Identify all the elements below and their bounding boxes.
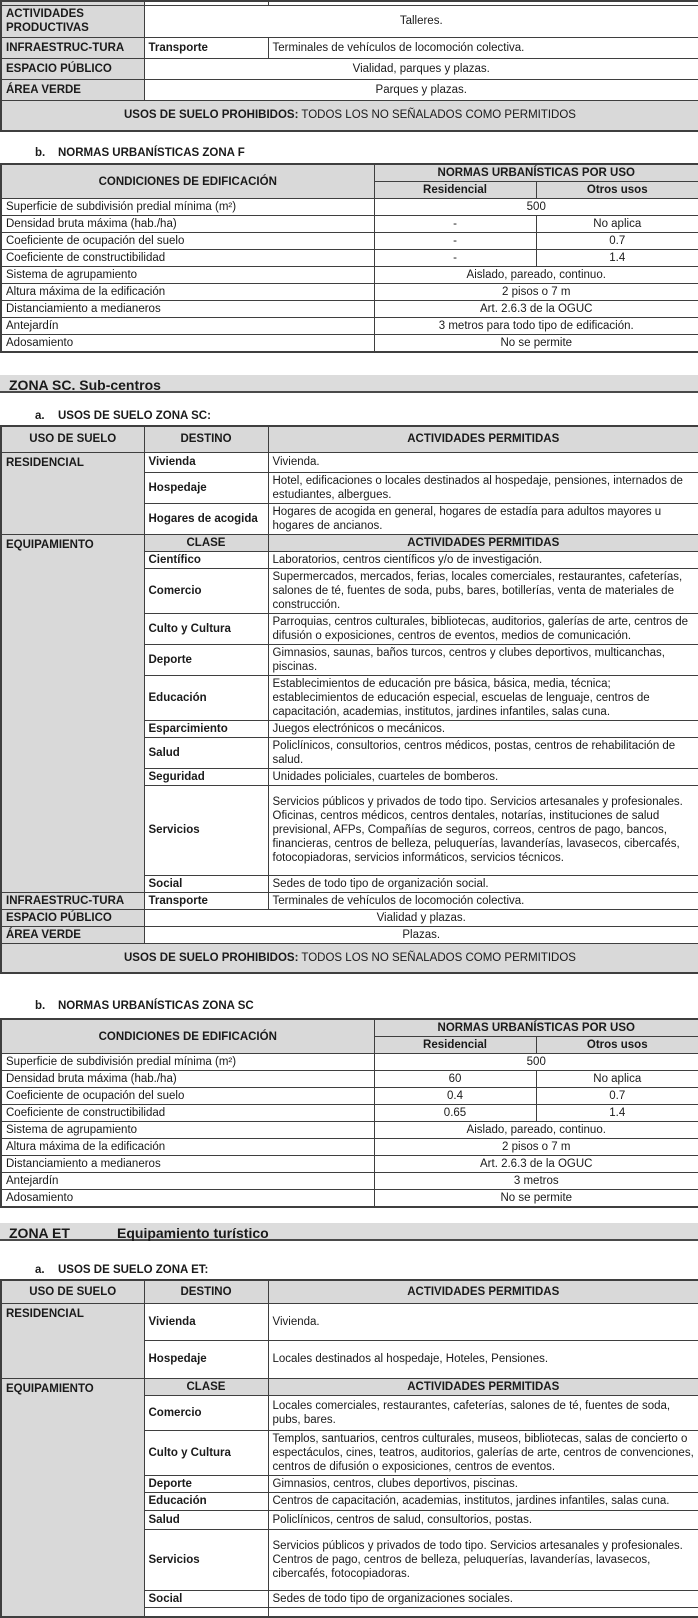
norma-value-cell: 3 metros para todo tipo de edificación. [374,318,698,335]
table-row [1,79,698,100]
residencial-header-cell: Residencial [374,182,536,199]
table-row [1,284,698,301]
condiciones-header-cell: CONDICIONES DE EDIFICACIÓN [1,1019,374,1054]
actividades-cell: Parques y plazas. [144,79,698,100]
destino-cell: Transporte [144,892,268,909]
table-header-row [1,164,698,182]
norma-value-cell: 0.65 [374,1105,536,1122]
clase-cell: Servicios [144,785,268,875]
clase-cell: Servicios [144,1529,268,1590]
table-row [1,534,698,551]
actividades-cell: Vivienda. [268,452,698,472]
uso-label-cell: ÁREA VERDE [1,79,144,100]
clase-cell: Seguridad [144,768,268,785]
table-row [1,318,698,335]
clase-cell: Científico [144,551,268,568]
uso-label-cell: INFRAESTRUC-TURA [1,37,144,58]
zona-f-normas-heading [0,147,698,160]
clase-cell: Social [144,1590,268,1607]
table-row [1,301,698,318]
norma-label-cell: Coeficiente de ocupación del suelo [1,1088,374,1105]
norma-label-cell: Coeficiente de ocupación del suelo [1,233,374,250]
heading-title: NORMAS URBANÍSTICAS ZONA SC [58,1000,254,1012]
condiciones-header-cell: CONDICIONES DE EDIFICACIÓN [1,164,374,199]
norma-label-cell: Superficie de subdivisión predial mínima (m²) [1,1054,374,1071]
zona-et-section-bar [0,1223,698,1241]
uso-label-cell: INFRAESTRUC-TURA [1,892,144,909]
uso-label-cell: ÁREA VERDE [1,926,144,943]
uso-group-cell: EQUIPAMIENTO [1,534,144,892]
prohibited-row [1,100,698,131]
norma-value-cell: 1.4 [536,250,698,267]
destino-cell: Hospedaje [144,472,268,503]
actividades-cell: Juegos electrónicos o mecánicos. [268,720,698,737]
prohibited-cell [1,100,698,131]
clase-header-cell: CLASE [144,534,268,551]
actividades-cell: Centros de capacitación, academias, institutos, jardines infantiles, salas cuna. [268,1492,698,1510]
norma-label-cell: Altura máxima de la edificación [1,284,374,301]
norma-value-cell: 0.4 [374,1088,536,1105]
norma-value-cell: 500 [374,1054,698,1071]
destino-cell: Transporte [144,37,268,58]
heading-letter: a. [35,1264,45,1276]
norma-value-cell: 2 pisos o 7 m [374,284,698,301]
table-row [1,926,698,943]
norma-label-cell: Altura máxima de la edificación [1,1139,374,1156]
clase-cell: Salud [144,737,268,768]
clase-cell: Deporte [144,644,268,675]
table-row [1,1139,698,1156]
table-row [1,335,698,353]
norma-label-cell: Densidad bruta máxima (hab./ha) [1,216,374,233]
norma-label-cell: Antejardín [1,318,374,335]
heading-title: USOS DE SUELO ZONA ET: [58,1264,209,1276]
cut-cell [268,1607,698,1617]
norma-value-cell: Art. 2.6.3 de la OGUC [374,301,698,318]
table-row [1,909,698,926]
table-row [1,892,698,909]
heading-letter: b. [35,147,46,159]
zone-bar-title: Equipamiento turístico [117,1225,269,1241]
actividades-cell: Locales comerciales, restaurantes, cafeterías, salones de té, fuentes de soda, pubs, bares. [268,1395,698,1430]
actividades-header-cell: ACTIVIDADES PERMITIDAS [268,534,698,551]
uso-group-cell: EQUIPAMIENTO [1,1378,144,1617]
actividades-cell: Gimnasios, centros, clubes deportivos, piscinas. [268,1475,698,1492]
table-row [1,199,698,216]
prohibited-text: TODOS LOS NO SEÑALADOS COMO PERMITIDOS [298,109,576,122]
actividades-cell: Vivienda. [268,1303,698,1340]
norma-label-cell: Distanciamiento a medianeros [1,1156,374,1173]
destino-header-cell: DESTINO [144,1280,268,1303]
norma-value-cell: Aislado, pareado, continuo. [374,1122,698,1139]
zona-sc-normas-table [0,1018,698,1208]
otros-usos-header-cell: Otros usos [536,1037,698,1054]
uso-label-cell: ESPACIO PÚBLICO [1,58,144,79]
table-row [1,1190,698,1208]
zona-sc-usos-heading [0,410,698,423]
table-row [1,1122,698,1139]
norma-value-cell: Art. 2.6.3 de la OGUC [374,1156,698,1173]
actividades-cell: Parroquias, centros culturales, bibliotecas, auditorios, galerías de arte, centros de difusión o exposiciones, centros de eventos, medios de comunicación. [268,613,698,644]
zone-bar-code: ZONA ET [9,1225,70,1241]
norma-value-cell: No aplica [536,1071,698,1088]
table-row [1,37,698,58]
prev-usos-table [0,0,698,132]
table-header-row [1,426,698,452]
table-row [1,5,698,37]
clase-cell: Esparcimiento [144,720,268,737]
table-row [1,1105,698,1122]
table-row [1,452,698,472]
norma-value-cell: - [374,250,536,267]
heading-letter: b. [35,1000,46,1012]
clase-cell: Educación [144,1492,268,1510]
actividades-cell: Policlínicos, centros de salud, consultorios, postas. [268,1510,698,1529]
norma-label-cell: Antejardín [1,1173,374,1190]
table-row [1,1088,698,1105]
table-header-row [1,1280,698,1303]
table-row [1,1156,698,1173]
norma-label-cell: Sistema de agrupamiento [1,1122,374,1139]
norma-value-cell: 60 [374,1071,536,1088]
table-row [1,267,698,284]
actividades-cell: Laboratorios, centros científicos y/o de investigación. [268,551,698,568]
clase-cell: Educación [144,675,268,720]
prohibited-row [1,943,698,973]
destino-cell: Hogares de acogida [144,503,268,534]
table-row [1,1071,698,1088]
zone-bar-title: ZONA SC. Sub-centros [9,377,161,393]
uso-label-cell: ACTIVIDADES PRODUCTIVAS [1,5,144,37]
destino-cell: Vivienda [144,452,268,472]
destino-header-cell: DESTINO [144,426,268,452]
clase-cell: Salud [144,1510,268,1529]
zona-sc-usos-table [0,425,698,974]
actividades-cell: Supermercados, mercados, ferias, locales comerciales, restaurantes, cafeterías, salones de té, fuentes de soda, pubs, bares, botillerías, venta de materiales de construcción. [268,568,698,613]
destino-cell: Hospedaje [144,1340,268,1378]
norma-label-cell: Distanciamiento a medianeros [1,301,374,318]
zona-sc-section-bar [0,375,698,393]
norma-label-cell: Adosamiento [1,335,374,353]
normas-group-header-cell: NORMAS URBANÍSTICAS POR USO [374,1019,698,1037]
table-row [1,1303,698,1340]
norma-label-cell: Coeficiente de constructibilidad [1,250,374,267]
heading-letter: a. [35,410,45,422]
actividades-cell: Hogares de acogida en general, hogares de estadía para adultos mayores u hogares de ancianos. [268,503,698,534]
clase-cell: Culto y Cultura [144,1430,268,1475]
norma-label-cell: Densidad bruta máxima (hab./ha) [1,1071,374,1088]
actividades-cell: Templos, santuarios, centros culturales, museos, bibliotecas, salas de concierto o espectáculos, cines, teatros, auditorios, galerías de arte, centros de convenciones, centros de difusión o exposiciones, centros de eventos. [268,1430,698,1475]
actividades-cell: Servicios públicos y privados de todo tipo. Servicios artesanales y profesionales. Centros de pago, centros de belleza, peluquerías, lavanderías, lavasecos, cibercafés, fotocopiadoras. [268,1529,698,1590]
cut-cell [144,1607,268,1617]
actividades-cell: Plazas. [144,926,698,943]
prohibited-label: USOS DE SUELO PROHIBIDOS: [124,109,299,122]
uso-de-suelo-header-cell: USO DE SUELO [1,426,144,452]
clase-cell: Comercio [144,1395,268,1430]
actividades-cell: Servicios públicos y privados de todo tipo. Servicios artesanales y profesionales. Oficinas, centros médicos, centros dentales, notarías, instituciones de salud previsional, AFPs, Compañías de seguros, correos, centros de pago, bancos, financieras, centros de belleza, peluquerías, lavanderías, lavasecos, cibercafés, fotocopiadoras, servicios informáticos, servicios técnicos. [268,785,698,875]
clase-cell: Social [144,875,268,892]
norma-label-cell: Adosamiento [1,1190,374,1208]
actividades-cell: Policlínicos, consultorios, centros médicos, postas, centros de rehabilitación de salud. [268,737,698,768]
norma-value-cell: 2 pisos o 7 m [374,1139,698,1156]
actividades-cell: Sedes de todo tipo de organizaciones sociales. [268,1590,698,1607]
actividades-cell: Terminales de vehículos de locomoción colectiva. [268,37,698,58]
table-header-row [1,1019,698,1037]
norma-value-cell: 0.7 [536,1088,698,1105]
norma-value-cell: 0.7 [536,233,698,250]
actividades-cell: Unidades policiales, cuarteles de bomberos. [268,768,698,785]
norma-value-cell: No se permite [374,1190,698,1208]
otros-usos-header-cell: Otros usos [536,182,698,199]
actividades-cell: Vialidad, parques y plazas. [144,58,698,79]
table-row [1,216,698,233]
norma-value-cell: No se permite [374,335,698,353]
zona-f-normas-table [0,163,698,353]
clase-cell: Comercio [144,568,268,613]
prohibited-label: USOS DE SUELO PROHIBIDOS: [124,951,299,964]
norma-value-cell: - [374,216,536,233]
prohibited-text: TODOS LOS NO SEÑALADOS COMO PERMITIDOS [298,951,576,964]
norma-label-cell: Coeficiente de constructibilidad [1,1105,374,1122]
norma-label-cell: Superficie de subdivisión predial mínima (m²) [1,199,374,216]
heading-title: USOS DE SUELO ZONA SC: [58,410,211,422]
zona-et-usos-heading [0,1264,698,1277]
actividades-cell: Establecimientos de educación pre básica, básica, media, técnica; establecimientos de educación especial, escuelas de lenguaje, centros de capacitación, academias, institutos, jardines infantiles, salas cuna. [268,675,698,720]
actividades-cell: Locales destinados al hospedaje, Hoteles, Pensiones. [268,1340,698,1378]
table-row [1,1054,698,1071]
normas-group-header-cell: NORMAS URBANÍSTICAS POR USO [374,164,698,182]
clase-cell: Culto y Cultura [144,613,268,644]
actividades-cell: Sedes de todo tipo de organización social. [268,875,698,892]
actividades-cell: Vialidad y plazas. [144,909,698,926]
uso-group-cell: RESIDENCIAL [1,1303,144,1378]
norma-value-cell: No aplica [536,216,698,233]
table-row [1,58,698,79]
actividades-header-cell: ACTIVIDADES PERMITIDAS [268,426,698,452]
norma-value-cell: Aislado, pareado, continuo. [374,267,698,284]
actividades-header-cell: ACTIVIDADES PERMITIDAS [268,1378,698,1395]
actividades-cell: Gimnasios, saunas, baños turcos, centros y clubes deportivos, multicanchas, piscinas. [268,644,698,675]
norma-value-cell: 3 metros [374,1173,698,1190]
clase-header-cell: CLASE [144,1378,268,1395]
table-row [1,250,698,267]
norma-value-cell: 1.4 [536,1105,698,1122]
norma-value-cell: 500 [374,199,698,216]
uso-group-cell: RESIDENCIAL [1,452,144,534]
actividades-cell: Terminales de vehículos de locomoción colectiva. [268,892,698,909]
prohibited-cell [1,943,698,973]
table-row [1,1173,698,1190]
zona-sc-normas-heading [0,1000,698,1013]
uso-de-suelo-header-cell: USO DE SUELO [1,1280,144,1303]
heading-title: NORMAS URBANÍSTICAS ZONA F [58,147,245,159]
actividades-header-cell: ACTIVIDADES PERMITIDAS [268,1280,698,1303]
table-row [1,233,698,250]
actividades-cell: Hotel, edificaciones o locales destinados al hospedaje, pensiones, internados de estudiantes, albergues. [268,472,698,503]
table-row [1,1378,698,1395]
zona-et-usos-table [0,1279,698,1618]
actividades-cell: Talleres. [144,5,698,37]
norma-label-cell: Sistema de agrupamiento [1,267,374,284]
uso-label-cell: ESPACIO PÚBLICO [1,909,144,926]
norma-value-cell: - [374,233,536,250]
residencial-header-cell: Residencial [374,1037,536,1054]
destino-cell: Vivienda [144,1303,268,1340]
clase-cell: Deporte [144,1475,268,1492]
